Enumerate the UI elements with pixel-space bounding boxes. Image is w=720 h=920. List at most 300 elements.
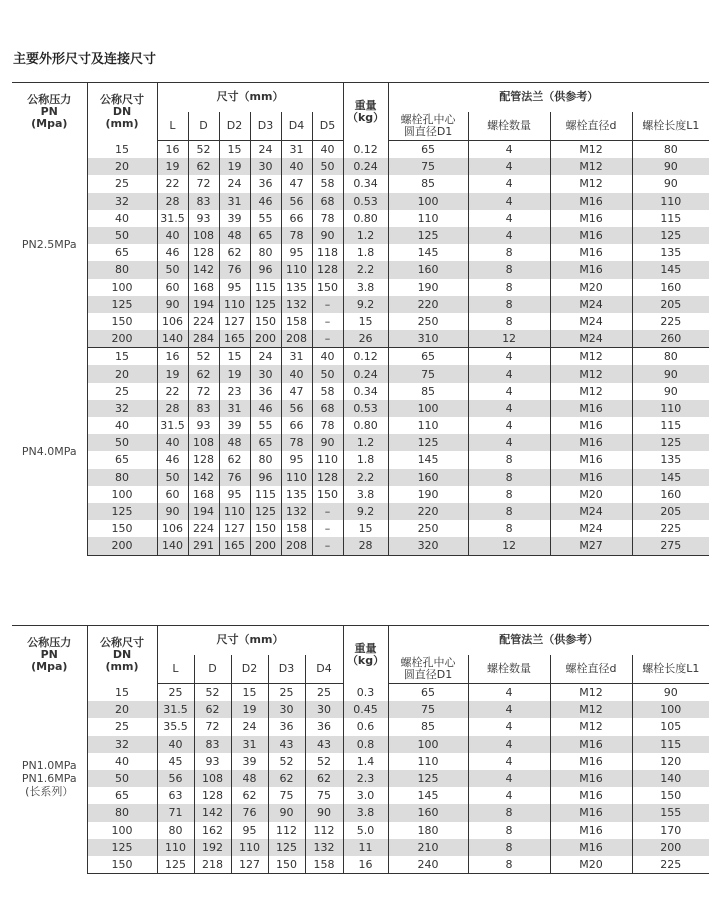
table-cell: 0.6 [343, 718, 388, 735]
table-cell: 0.3 [343, 684, 388, 702]
table-cell: 160 [388, 804, 468, 821]
table-cell: 108 [188, 434, 219, 451]
table-row [12, 537, 709, 555]
table-cell: 135 [281, 279, 312, 296]
table-row [12, 330, 709, 348]
dimension-table-1 [12, 82, 709, 556]
table-row [12, 718, 709, 735]
pressure-class-cell: PN2.5MPa [12, 141, 87, 348]
table-cell: 15 [87, 348, 157, 366]
table-cell: 190 [388, 486, 468, 503]
table-cell: 4 [468, 383, 550, 400]
table-cell: 220 [388, 503, 468, 520]
table-cell: 47 [281, 383, 312, 400]
table-cell: 83 [194, 736, 231, 753]
table-row [12, 383, 709, 400]
table-cell: 275 [632, 537, 709, 555]
table-cell: 115 [250, 486, 281, 503]
table-cell: 8 [468, 486, 550, 503]
table-cell: 132 [305, 839, 343, 856]
table-cell: M20 [550, 486, 632, 503]
table-cell: M16 [550, 753, 632, 770]
table-cell: 158 [305, 856, 343, 874]
table-cell: 135 [632, 451, 709, 468]
table-cell: 76 [219, 469, 250, 486]
table-cell: M27 [550, 537, 632, 555]
table-cell: 36 [268, 718, 305, 735]
table-cell: 250 [388, 313, 468, 330]
table-cell: 225 [632, 313, 709, 330]
table-cell: 15 [343, 313, 388, 330]
flange-header-bolt-length: 螺栓长度L1 [632, 112, 709, 141]
table-cell: 62 [219, 451, 250, 468]
table-cell: 65 [250, 227, 281, 244]
table-cell: 58 [312, 175, 343, 192]
table-cell: 85 [388, 718, 468, 735]
table-cell: 4 [468, 141, 550, 159]
table-cell: 71 [157, 804, 194, 821]
table-cell: 32 [87, 193, 157, 210]
table-cell: 24 [219, 175, 250, 192]
table-cell: 0.12 [343, 348, 388, 366]
table-cell: 125 [388, 434, 468, 451]
table-cell: 40 [115, 419, 129, 433]
table-cell: 24 [250, 141, 281, 159]
table-cell: 80 [250, 244, 281, 261]
table-cell: 16 [343, 856, 388, 874]
table-cell: 90 [632, 175, 709, 192]
table-cell: 291 [188, 537, 219, 555]
table-cell: 50 [87, 434, 157, 451]
table-cell: 8 [468, 503, 550, 520]
table-cell: 3.8 [343, 486, 388, 503]
table-cell: 72 [194, 718, 231, 735]
table-cell: 62 [194, 701, 231, 718]
table-cell: 12 [468, 330, 550, 348]
table-cell: 22 [157, 383, 188, 400]
table-cell: 55 [250, 417, 281, 434]
table-cell: 200 [632, 839, 709, 856]
table-cell: 4 [468, 787, 550, 804]
table-row [12, 365, 709, 382]
table-cell: 128 [194, 787, 231, 804]
table-cell: 125 [388, 770, 468, 787]
table-cell: 15 [231, 684, 268, 702]
table-cell: 132 [281, 503, 312, 520]
table-cell: 80 [87, 469, 157, 486]
table-cell: 15 [343, 520, 388, 537]
table-cell: 40 [312, 348, 343, 366]
table-cell: 125 [632, 434, 709, 451]
table-cell: 150 [87, 856, 157, 874]
table-cell: 110 [281, 469, 312, 486]
table-cell: 208 [281, 330, 312, 348]
table-cell: 8 [468, 244, 550, 261]
table-cell: 112 [305, 822, 343, 839]
table-cell: 0.53 [343, 193, 388, 210]
table-cell: 52 [268, 753, 305, 770]
table-cell: 66 [281, 210, 312, 227]
dim-header-d5: D5 [312, 112, 343, 141]
table-cell: 8 [468, 296, 550, 313]
table-cell: 40 [115, 754, 129, 768]
table-cell: 100 [388, 736, 468, 753]
table-cell: 68 [312, 193, 343, 210]
table-row [12, 770, 709, 787]
table-cell: 62 [231, 787, 268, 804]
table-cell: 65 [388, 684, 468, 702]
table-cell: 150 [250, 520, 281, 537]
table-cell: M24 [550, 313, 632, 330]
table-cell: 85 [388, 383, 468, 400]
table-row [12, 684, 709, 702]
table-cell: 90 [632, 158, 709, 175]
table-row [12, 279, 709, 296]
table-cell: 40 [157, 227, 188, 244]
table-cell: 168 [188, 486, 219, 503]
table-cell: 125 [250, 503, 281, 520]
table-cell: 80 [250, 451, 281, 468]
table-cell: 135 [632, 244, 709, 261]
table-cell: M16 [550, 261, 632, 278]
table-cell: 25 [115, 177, 129, 191]
table-cell: 40 [157, 736, 194, 753]
table-cell: 2.3 [343, 770, 388, 787]
table-cell: 65 [388, 348, 468, 366]
table-cell: 20 [87, 701, 157, 718]
table-cell: M20 [550, 279, 632, 296]
table-cell: 95 [231, 822, 268, 839]
flange-group-header: 配管法兰（供参考） [388, 83, 709, 112]
table-row [12, 753, 709, 770]
table-cell: 95 [281, 451, 312, 468]
table-cell: 205 [632, 503, 709, 520]
pressure-class-cell: PN1.0MPa PN1.6MPa (长系列） [12, 684, 87, 874]
table-cell: 60 [157, 486, 188, 503]
table-cell: 200 [250, 537, 281, 555]
table-cell: 19 [231, 701, 268, 718]
table-cell: 90 [305, 804, 343, 821]
table-cell: 95 [219, 486, 250, 503]
table-cell: 310 [388, 330, 468, 348]
table-cell: 8 [468, 520, 550, 537]
table-row [12, 736, 709, 753]
table-cell: 56 [281, 193, 312, 210]
dn-header: 公称尺寸 DN (mm) [87, 83, 157, 141]
table-cell: 90 [268, 804, 305, 821]
table-cell: 8 [468, 839, 550, 856]
pn-header: 公称压力 PN (Mpa) [12, 83, 87, 141]
table-cell: 128 [312, 261, 343, 278]
table-cell: 80 [632, 141, 709, 159]
table-cell: 220 [388, 296, 468, 313]
table-cell: 142 [194, 804, 231, 821]
table-cell: 110 [632, 400, 709, 417]
table-cell: 46 [157, 244, 188, 261]
table-cell: 95 [219, 279, 250, 296]
table-cell: 115 [250, 279, 281, 296]
table-row [12, 417, 709, 434]
table-cell: 8 [468, 856, 550, 874]
table-cell: 63 [157, 787, 194, 804]
table-cell: 8 [468, 261, 550, 278]
table-cell: 208 [281, 537, 312, 555]
table-cell: 170 [632, 822, 709, 839]
table-cell: 150 [250, 313, 281, 330]
table-cell: 90 [157, 296, 188, 313]
dim-header-d2: D2 [219, 112, 250, 141]
table-cell: 145 [632, 261, 709, 278]
table-cell: 78 [281, 434, 312, 451]
table-cell: 90 [312, 434, 343, 451]
dimension-table-2 [12, 625, 709, 874]
table-cell: 180 [388, 822, 468, 839]
table-cell: 115 [632, 417, 709, 434]
table-cell: 62 [268, 770, 305, 787]
table-cell: 19 [219, 158, 250, 175]
pn-header: 公称压力 PN (Mpa) [12, 626, 87, 684]
table-cell: 30 [268, 701, 305, 718]
table-cell: 3.0 [343, 787, 388, 804]
table-cell: 250 [388, 520, 468, 537]
table-cell: 4 [468, 400, 550, 417]
table-cell: 2.2 [343, 261, 388, 278]
table-cell: 140 [157, 330, 188, 348]
table-cell: 0.45 [343, 701, 388, 718]
table-cell: 52 [305, 753, 343, 770]
table-cell: 0.80 [343, 210, 388, 227]
table-cell: 75 [305, 787, 343, 804]
table-cell: 110 [388, 210, 468, 227]
table-row [12, 244, 709, 261]
table-cell: – [312, 296, 343, 313]
dim-header-l: L [157, 655, 194, 684]
table-cell: 194 [188, 503, 219, 520]
table-cell: 200 [87, 537, 157, 555]
table-cell: 128 [188, 244, 219, 261]
table-cell: 66 [281, 417, 312, 434]
table-cell: 90 [632, 684, 709, 702]
table-cell: 112 [268, 822, 305, 839]
table-cell: 56 [157, 770, 194, 787]
table-cell: 106 [157, 520, 188, 537]
table-cell: 30 [250, 158, 281, 175]
table-cell: 30 [250, 365, 281, 382]
table-cell: 56 [281, 400, 312, 417]
flange-header-bolt-diameter: 螺栓直径d [550, 655, 632, 684]
table-cell: – [312, 503, 343, 520]
table-row [12, 469, 709, 486]
table-cell: 80 [87, 261, 157, 278]
table-cell: 19 [157, 365, 188, 382]
table-cell: 210 [388, 839, 468, 856]
table-cell: 52 [188, 348, 219, 366]
dim-header-d4: D4 [305, 655, 343, 684]
table-cell: 194 [188, 296, 219, 313]
table-cell: 75 [388, 701, 468, 718]
table-cell: 100 [111, 280, 133, 294]
table-cell: 25 [268, 684, 305, 702]
table-cell: M16 [550, 417, 632, 434]
table-cell: 125 [268, 839, 305, 856]
table-cell: 100 [111, 823, 133, 837]
table-cell: 110 [219, 503, 250, 520]
table-cell: 76 [231, 804, 268, 821]
table-cell: 8 [468, 469, 550, 486]
table-cell: 125 [87, 503, 157, 520]
table-row [12, 839, 709, 856]
table-cell: 75 [388, 158, 468, 175]
table-cell: 160 [388, 469, 468, 486]
table-cell: 43 [305, 736, 343, 753]
table-cell: M12 [550, 158, 632, 175]
table-cell: 65 [115, 246, 129, 260]
table-cell: 284 [188, 330, 219, 348]
table-cell: 200 [250, 330, 281, 348]
table-cell: 15 [219, 348, 250, 366]
table-cell: 50 [87, 770, 157, 787]
table-cell: 145 [632, 469, 709, 486]
table-cell: M12 [550, 365, 632, 382]
table-cell: 80 [87, 804, 157, 821]
table-cell: 128 [188, 451, 219, 468]
flange-header-bolt-count: 螺栓数量 [468, 112, 550, 141]
table-cell: 192 [194, 839, 231, 856]
table-cell: 78 [312, 417, 343, 434]
table-cell: 16 [157, 141, 188, 159]
table-cell: 108 [188, 227, 219, 244]
table-cell: 4 [468, 701, 550, 718]
table-cell: 100 [111, 487, 133, 501]
table-cell: 43 [268, 736, 305, 753]
table-row [12, 856, 709, 874]
table-cell: 108 [194, 770, 231, 787]
table-cell: 47 [281, 175, 312, 192]
table-cell: 55 [250, 210, 281, 227]
table-cell: 4 [468, 365, 550, 382]
table-cell: 4 [468, 210, 550, 227]
table-row [12, 400, 709, 417]
table-cell: M16 [550, 822, 632, 839]
table-cell: 110 [157, 839, 194, 856]
table-cell: 39 [231, 753, 268, 770]
table-cell: 72 [188, 175, 219, 192]
table-cell: 135 [281, 486, 312, 503]
table-cell: 15 [87, 141, 157, 159]
table-cell: 32 [87, 736, 157, 753]
table-body [12, 141, 709, 556]
table-cell: 0.24 [343, 158, 388, 175]
table-cell: 150 [312, 486, 343, 503]
table-cell: 110 [281, 261, 312, 278]
table-row [12, 520, 709, 537]
table-cell: 160 [632, 279, 709, 296]
table-cell: 0.24 [343, 365, 388, 382]
table-cell: 165 [219, 537, 250, 555]
table-cell: 31.5 [157, 210, 188, 227]
table-cell: M16 [550, 839, 632, 856]
table-cell: 76 [219, 261, 250, 278]
table-cell: M12 [550, 701, 632, 718]
table-cell: 4 [468, 736, 550, 753]
table-cell: 12 [468, 537, 550, 555]
table-cell: 115 [632, 736, 709, 753]
table-row [12, 193, 709, 210]
table-cell: 75 [268, 787, 305, 804]
table-cell: 0.53 [343, 400, 388, 417]
table-cell: M16 [550, 210, 632, 227]
table-cell: 150 [632, 787, 709, 804]
table-cell: 158 [281, 313, 312, 330]
table-cell: 20 [87, 365, 157, 382]
table-cell: 0.12 [343, 141, 388, 159]
table-cell: 40 [281, 365, 312, 382]
table-cell: 110 [388, 753, 468, 770]
table-cell: 128 [312, 469, 343, 486]
table-cell: 8 [468, 804, 550, 821]
table-cell: 96 [250, 261, 281, 278]
table-cell: 48 [219, 227, 250, 244]
table-cell: 1.4 [343, 753, 388, 770]
table-cell: 30 [305, 701, 343, 718]
table-cell: M24 [550, 296, 632, 313]
table-cell: – [312, 537, 343, 555]
table-cell: 4 [468, 193, 550, 210]
table-cell: 8 [468, 822, 550, 839]
table-cell: 90 [632, 383, 709, 400]
table-cell: 120 [632, 753, 709, 770]
table-cell: M16 [550, 804, 632, 821]
table-row [12, 486, 709, 503]
table-cell: 31 [281, 348, 312, 366]
table-cell: 50 [87, 227, 157, 244]
table-cell: M12 [550, 175, 632, 192]
table-cell: 224 [188, 313, 219, 330]
table-cell: – [312, 313, 343, 330]
table-cell: 52 [194, 684, 231, 702]
table-cell: 48 [219, 434, 250, 451]
table-cell: 15 [87, 684, 157, 702]
table-cell: 4 [468, 718, 550, 735]
table-cell: 140 [632, 770, 709, 787]
table-cell: M12 [550, 684, 632, 702]
table-cell: 4 [468, 684, 550, 702]
table-cell: 28 [157, 400, 188, 417]
table-cell: 0.34 [343, 383, 388, 400]
table-cell: 125 [388, 227, 468, 244]
table-cell: M16 [550, 469, 632, 486]
table-cell: 50 [157, 469, 188, 486]
table-cell: 95 [281, 244, 312, 261]
table-cell: 150 [111, 314, 133, 328]
table-cell: 60 [157, 279, 188, 296]
table-cell: M16 [550, 787, 632, 804]
table-cell: M16 [550, 227, 632, 244]
table-cell: 4 [468, 770, 550, 787]
table-cell: 190 [388, 279, 468, 296]
table-cell: 145 [388, 244, 468, 261]
table-cell: 100 [632, 701, 709, 718]
table-cell: 90 [312, 227, 343, 244]
table-cell: 40 [281, 158, 312, 175]
table-cell: 31 [281, 141, 312, 159]
table-cell: M20 [550, 856, 632, 874]
table-cell: 93 [188, 417, 219, 434]
table-cell: 62 [219, 244, 250, 261]
table-cell: 160 [632, 486, 709, 503]
table-row [12, 701, 709, 718]
table-cell: 24 [250, 348, 281, 366]
